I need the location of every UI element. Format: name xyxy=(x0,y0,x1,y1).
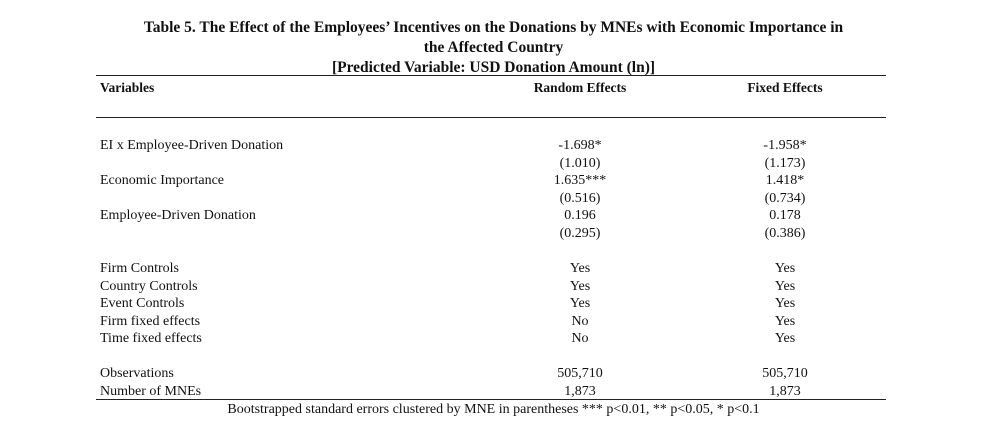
re-se-employee-driven-donation: (0.295) xyxy=(559,226,601,241)
header-fixed-effects: Fixed Effects xyxy=(747,80,823,95)
fe-firm-fixed-effects: Yes xyxy=(774,314,796,329)
row-label-event-controls: Event Controls xyxy=(100,296,185,311)
fe-coef-ei-x-edd: -1.958* xyxy=(763,138,807,153)
re-firm-fixed-effects: No xyxy=(571,314,589,329)
re-coef-employee-driven-donation: 0.196 xyxy=(564,208,596,223)
row-label-economic-importance: Economic Importance xyxy=(100,173,225,188)
fe-coef-economic-importance: 1.418* xyxy=(765,173,805,188)
row-label-observations: Observations xyxy=(100,366,174,381)
re-country-controls: Yes xyxy=(569,279,591,294)
fe-se-economic-importance: (0.734) xyxy=(764,191,806,206)
header-rule xyxy=(96,117,886,118)
fe-country-controls: Yes xyxy=(774,279,796,294)
header-variables: Variables xyxy=(100,80,155,95)
row-label-employee-driven-donation: Employee-Driven Donation xyxy=(100,208,256,223)
row-label-firm-controls: Firm Controls xyxy=(100,261,179,276)
table-subtitle: [Predicted Variable: USD Donation Amount (ln)] xyxy=(331,59,656,76)
fe-coef-employee-driven-donation: 0.178 xyxy=(769,208,801,223)
re-number-of-mnes: 1,873 xyxy=(564,384,596,399)
re-se-economic-importance: (0.516) xyxy=(559,191,601,206)
re-firm-controls: Yes xyxy=(569,261,591,276)
table-title-line-2: the Affected Country xyxy=(423,39,564,56)
top-rule xyxy=(96,75,886,76)
fe-se-employee-driven-donation: (0.386) xyxy=(764,226,806,241)
fe-time-fixed-effects: Yes xyxy=(774,331,796,346)
re-observations: 505,710 xyxy=(557,366,603,381)
row-label-number-of-mnes: Number of MNEs xyxy=(100,384,202,399)
re-se-ei-x-edd: (1.010) xyxy=(559,156,601,171)
row-label-time-fixed-effects: Time fixed effects xyxy=(100,331,202,346)
re-coef-ei-x-edd: -1.698* xyxy=(558,138,602,153)
re-event-controls: Yes xyxy=(569,296,591,311)
row-label-country-controls: Country Controls xyxy=(100,279,198,294)
re-coef-economic-importance: 1.635*** xyxy=(553,173,607,188)
fe-firm-controls: Yes xyxy=(774,261,796,276)
header-random-effects: Random Effects xyxy=(533,80,627,95)
re-time-fixed-effects: No xyxy=(571,331,589,346)
fe-observations: 505,710 xyxy=(762,366,808,381)
row-label-firm-fixed-effects: Firm fixed effects xyxy=(100,314,201,329)
table-title-line-1: Table 5. The Effect of the Employees’ Incentives on the Donations by MNEs with Economic Importance in xyxy=(143,19,844,36)
fe-number-of-mnes: 1,873 xyxy=(769,384,801,399)
row-label-ei-x-edd: EI x Employee-Driven Donation xyxy=(100,138,284,153)
bottom-rule xyxy=(96,399,886,400)
table-footnote: Bootstrapped standard errors clustered by MNE in parentheses *** p<0.01, ** p<0.05, * p<0.1 xyxy=(227,402,760,417)
fe-se-ei-x-edd: (1.173) xyxy=(764,156,806,171)
fe-event-controls: Yes xyxy=(774,296,796,311)
